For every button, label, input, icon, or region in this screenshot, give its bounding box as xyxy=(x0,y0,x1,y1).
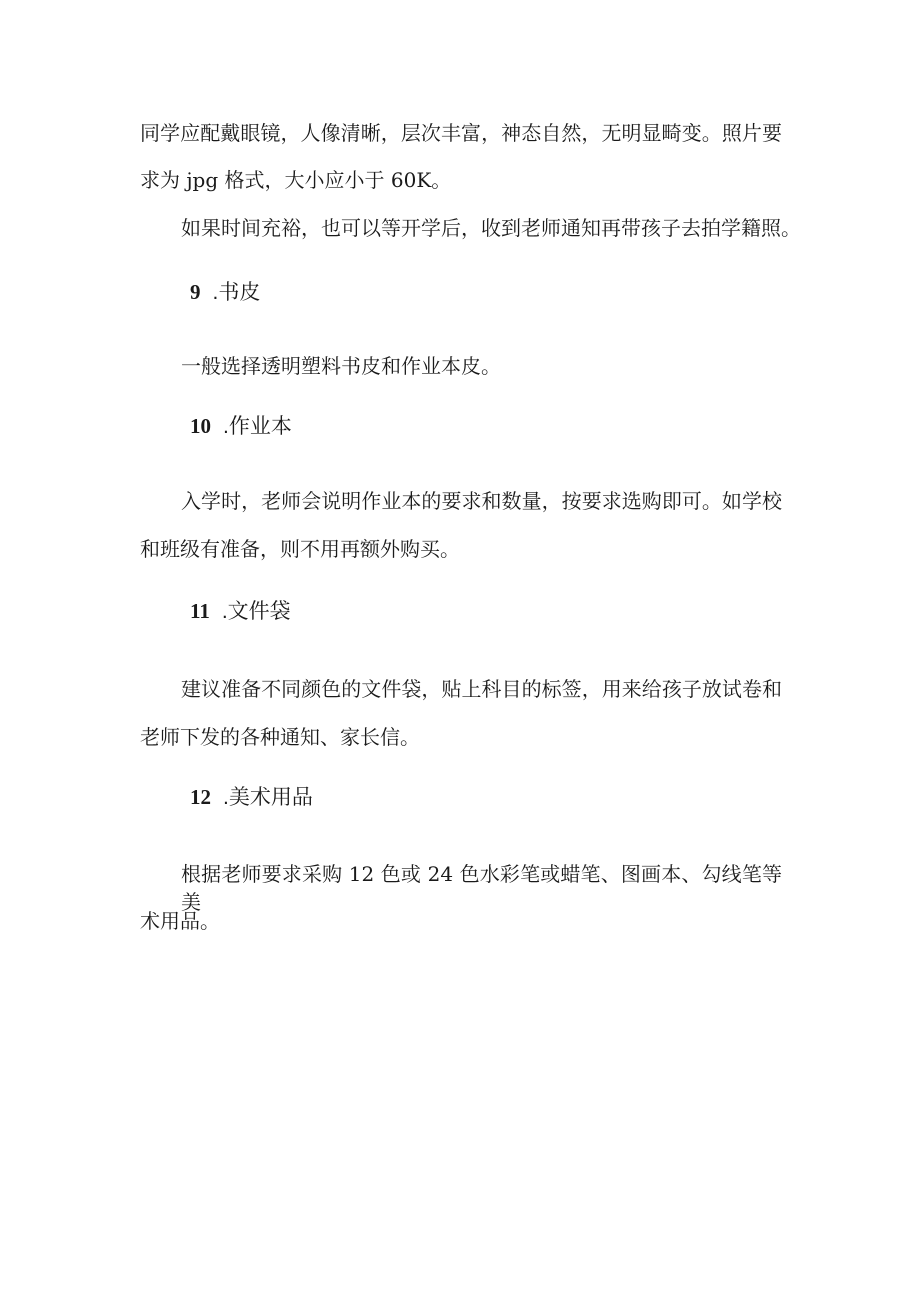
paragraph-line: 建议准备不同颜色的文件袋，贴上科目的标签，用来给孩子放试卷和 xyxy=(181,677,782,701)
paragraph-line: 根据老师要求采购 12 色或 24 色水彩笔或蜡笔、图画本、勾线笔等美 xyxy=(181,862,782,914)
section-title: .美术用品 xyxy=(223,786,313,809)
section-title: .文件袋 xyxy=(221,600,291,623)
section-title: .书皮 xyxy=(212,281,261,304)
paragraph-line: 如果时间充裕，也可以等开学后，收到老师通知再带孩子去拍学籍照。 xyxy=(181,216,801,240)
section-heading xyxy=(190,411,292,441)
section-number: 11 xyxy=(190,599,210,623)
paragraph-line: 和班级有准备，则不用再额外购买。 xyxy=(140,537,460,561)
paragraph-line: 术用品。 xyxy=(140,909,220,933)
paragraph-line: 同学应配戴眼镜，人像清晰，层次丰富，神态自然，无明显畸变。照片要 xyxy=(140,121,782,145)
section-number: 9 xyxy=(190,280,201,304)
paragraph-line: 入学时，老师会说明作业本的要求和数量，按要求选购即可。如学校 xyxy=(181,489,782,513)
paragraph-line: 求为 jpg 格式，大小应小于 60K。 xyxy=(140,168,452,192)
paragraph-line: 老师下发的各种通知、家长信。 xyxy=(140,725,420,749)
section-heading xyxy=(190,782,313,812)
section-number: 12 xyxy=(190,785,211,809)
paragraph-line: 一般选择透明塑料书皮和作业本皮。 xyxy=(181,354,501,378)
section-heading xyxy=(190,277,260,307)
section-number: 10 xyxy=(190,414,211,438)
section-heading xyxy=(190,596,291,626)
section-title: .作业本 xyxy=(223,415,292,438)
